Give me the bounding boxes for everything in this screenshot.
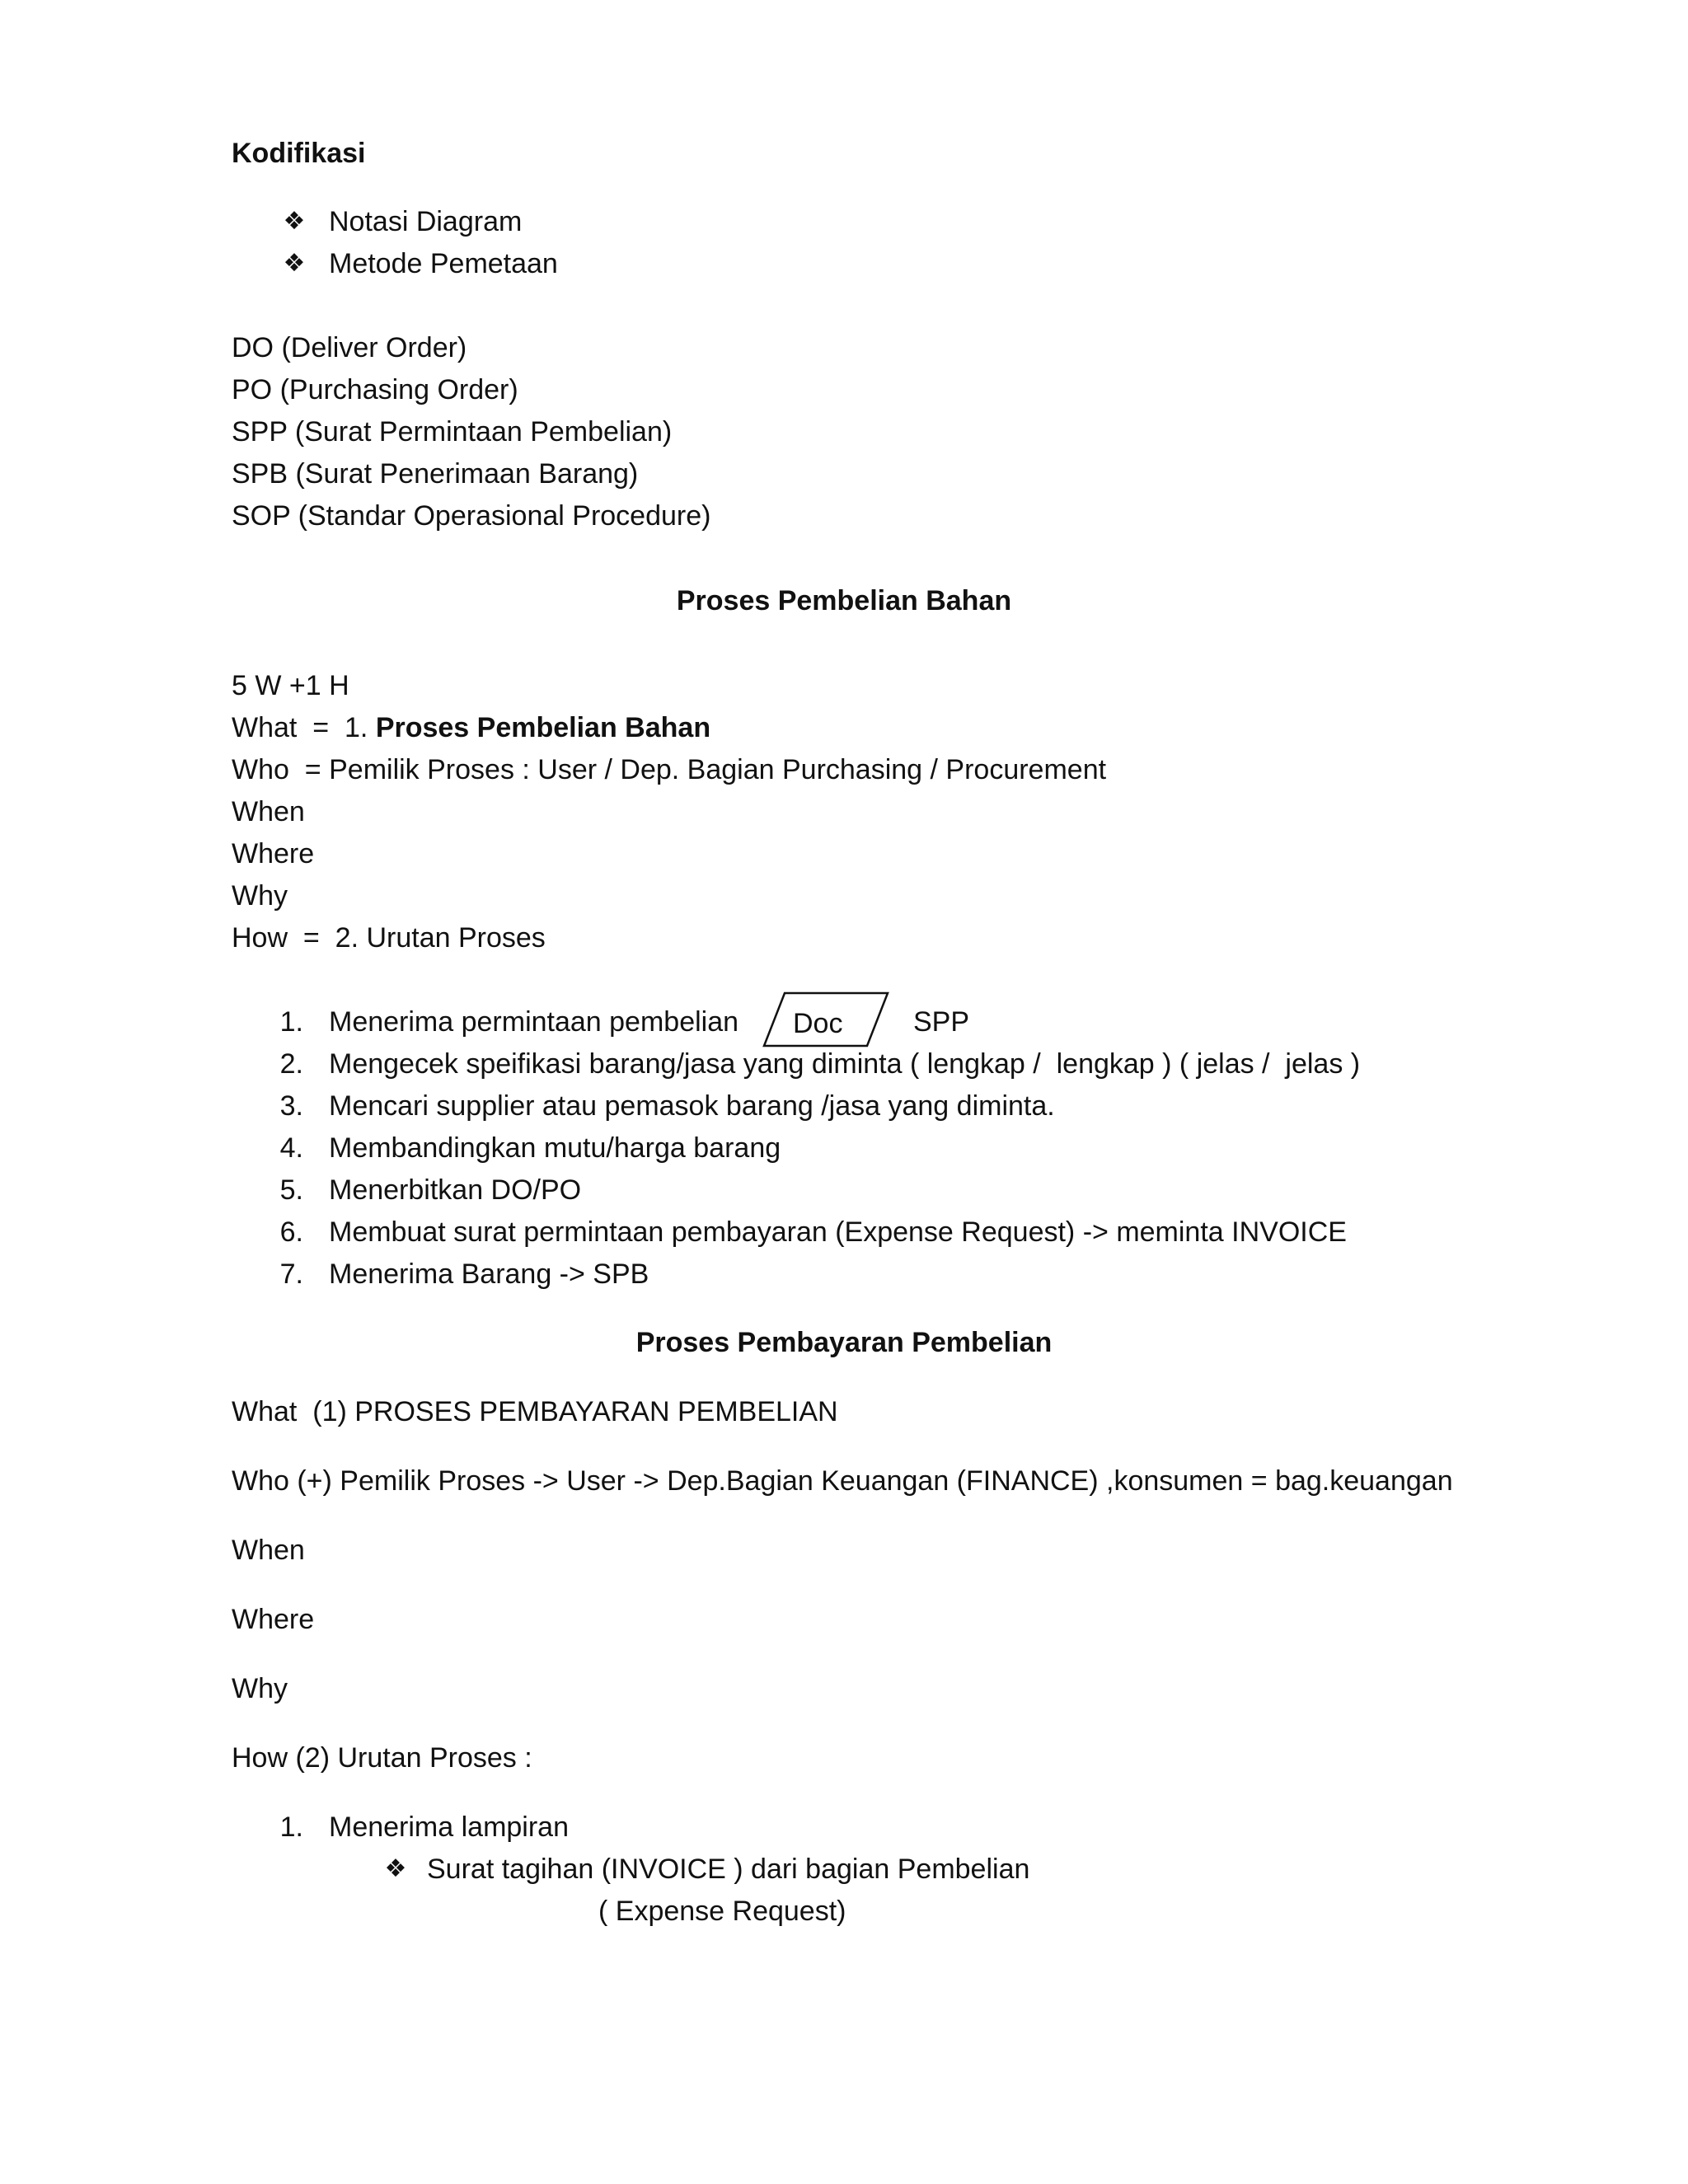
step-text: Menerima lampiran xyxy=(329,1811,569,1843)
where-line: Where xyxy=(232,1604,315,1635)
diamond-bullet-icon: ❖ xyxy=(384,1855,407,1882)
what-prefix: What = 1. xyxy=(232,712,376,743)
step-text: Membuat surat permintaan pembayaran (Expense Request) -> meminta INVOICE xyxy=(329,1216,1347,1248)
what-line xyxy=(232,711,710,744)
step-text: Mengecek speifikasi barang/jasa yang diminta ( lengkap / lengkap ) ( jelas / jelas ) xyxy=(329,1048,1361,1080)
page-title: Kodifikasi xyxy=(232,138,366,169)
who-line: Who (+) Pemilik Proses -> User -> Dep.Bagian Keuangan (FINANCE) ,konsumen = bag.keuangan xyxy=(232,1465,1453,1497)
w5h1-label: 5 W +1 H xyxy=(232,670,349,701)
abbreviation-line: SPP (Surat Permintaan Pembelian) xyxy=(232,416,673,448)
section-heading: Proses Pembelian Bahan xyxy=(676,585,1012,616)
doc-shape-label: Doc xyxy=(793,1008,843,1039)
step-number: 3. xyxy=(279,1090,303,1122)
kodifikasi-item: Notasi Diagram xyxy=(329,206,523,237)
why-line: Why xyxy=(232,1673,288,1704)
doc-shape-note: SPP xyxy=(913,1006,970,1038)
how-line: How (2) Urutan Proses : xyxy=(232,1742,532,1774)
step-text: Membandingkan mutu/harga barang xyxy=(329,1132,781,1164)
sub-note: ( Expense Request) xyxy=(598,1896,846,1927)
step-number: 1. xyxy=(279,1006,303,1038)
section-heading: Proses Pembayaran Pembelian xyxy=(635,1327,1053,1358)
step-text: Menerbitkan DO/PO xyxy=(329,1174,582,1206)
when-line: When xyxy=(232,796,305,827)
step-text: Menerima Barang -> SPB xyxy=(329,1258,649,1290)
step-number: 2. xyxy=(279,1048,303,1080)
kodifikasi-item: Metode Pemetaan xyxy=(329,248,558,279)
step-text: Menerima permintaan pembelian xyxy=(329,1006,739,1038)
what-line: What (1) PROSES PEMBAYARAN PEMBELIAN xyxy=(232,1396,838,1427)
when-line: When xyxy=(232,1535,305,1566)
step-number: 1. xyxy=(279,1811,303,1843)
diamond-bullet-icon: ❖ xyxy=(283,208,306,235)
who-line: Who = Pemilik Proses : User / Dep. Bagian Purchasing / Procurement xyxy=(232,754,1107,785)
step-number: 7. xyxy=(279,1258,303,1290)
abbreviation-line: SPB (Surat Penerimaan Barang) xyxy=(232,458,639,490)
step-number: 5. xyxy=(279,1174,303,1206)
how-line: How = 2. Urutan Proses xyxy=(232,922,546,954)
step-number: 6. xyxy=(279,1216,303,1248)
abbreviation-line: SOP (Standar Operasional Procedure) xyxy=(232,500,711,532)
what-bold-title: Proses Pembelian Bahan xyxy=(375,712,711,743)
step-text: Mencari supplier atau pemasok barang /jasa yang diminta. xyxy=(329,1090,1055,1122)
abbreviation-line: PO (Purchasing Order) xyxy=(232,374,518,405)
diamond-bullet-icon: ❖ xyxy=(283,250,306,277)
abbreviation-line: DO (Deliver Order) xyxy=(232,332,467,363)
sub-bullet-text: Surat tagihan (INVOICE ) dari bagian Pembelian xyxy=(427,1854,1030,1885)
where-line: Where xyxy=(232,838,315,869)
why-line: Why xyxy=(232,880,288,912)
step-number: 4. xyxy=(279,1132,303,1164)
